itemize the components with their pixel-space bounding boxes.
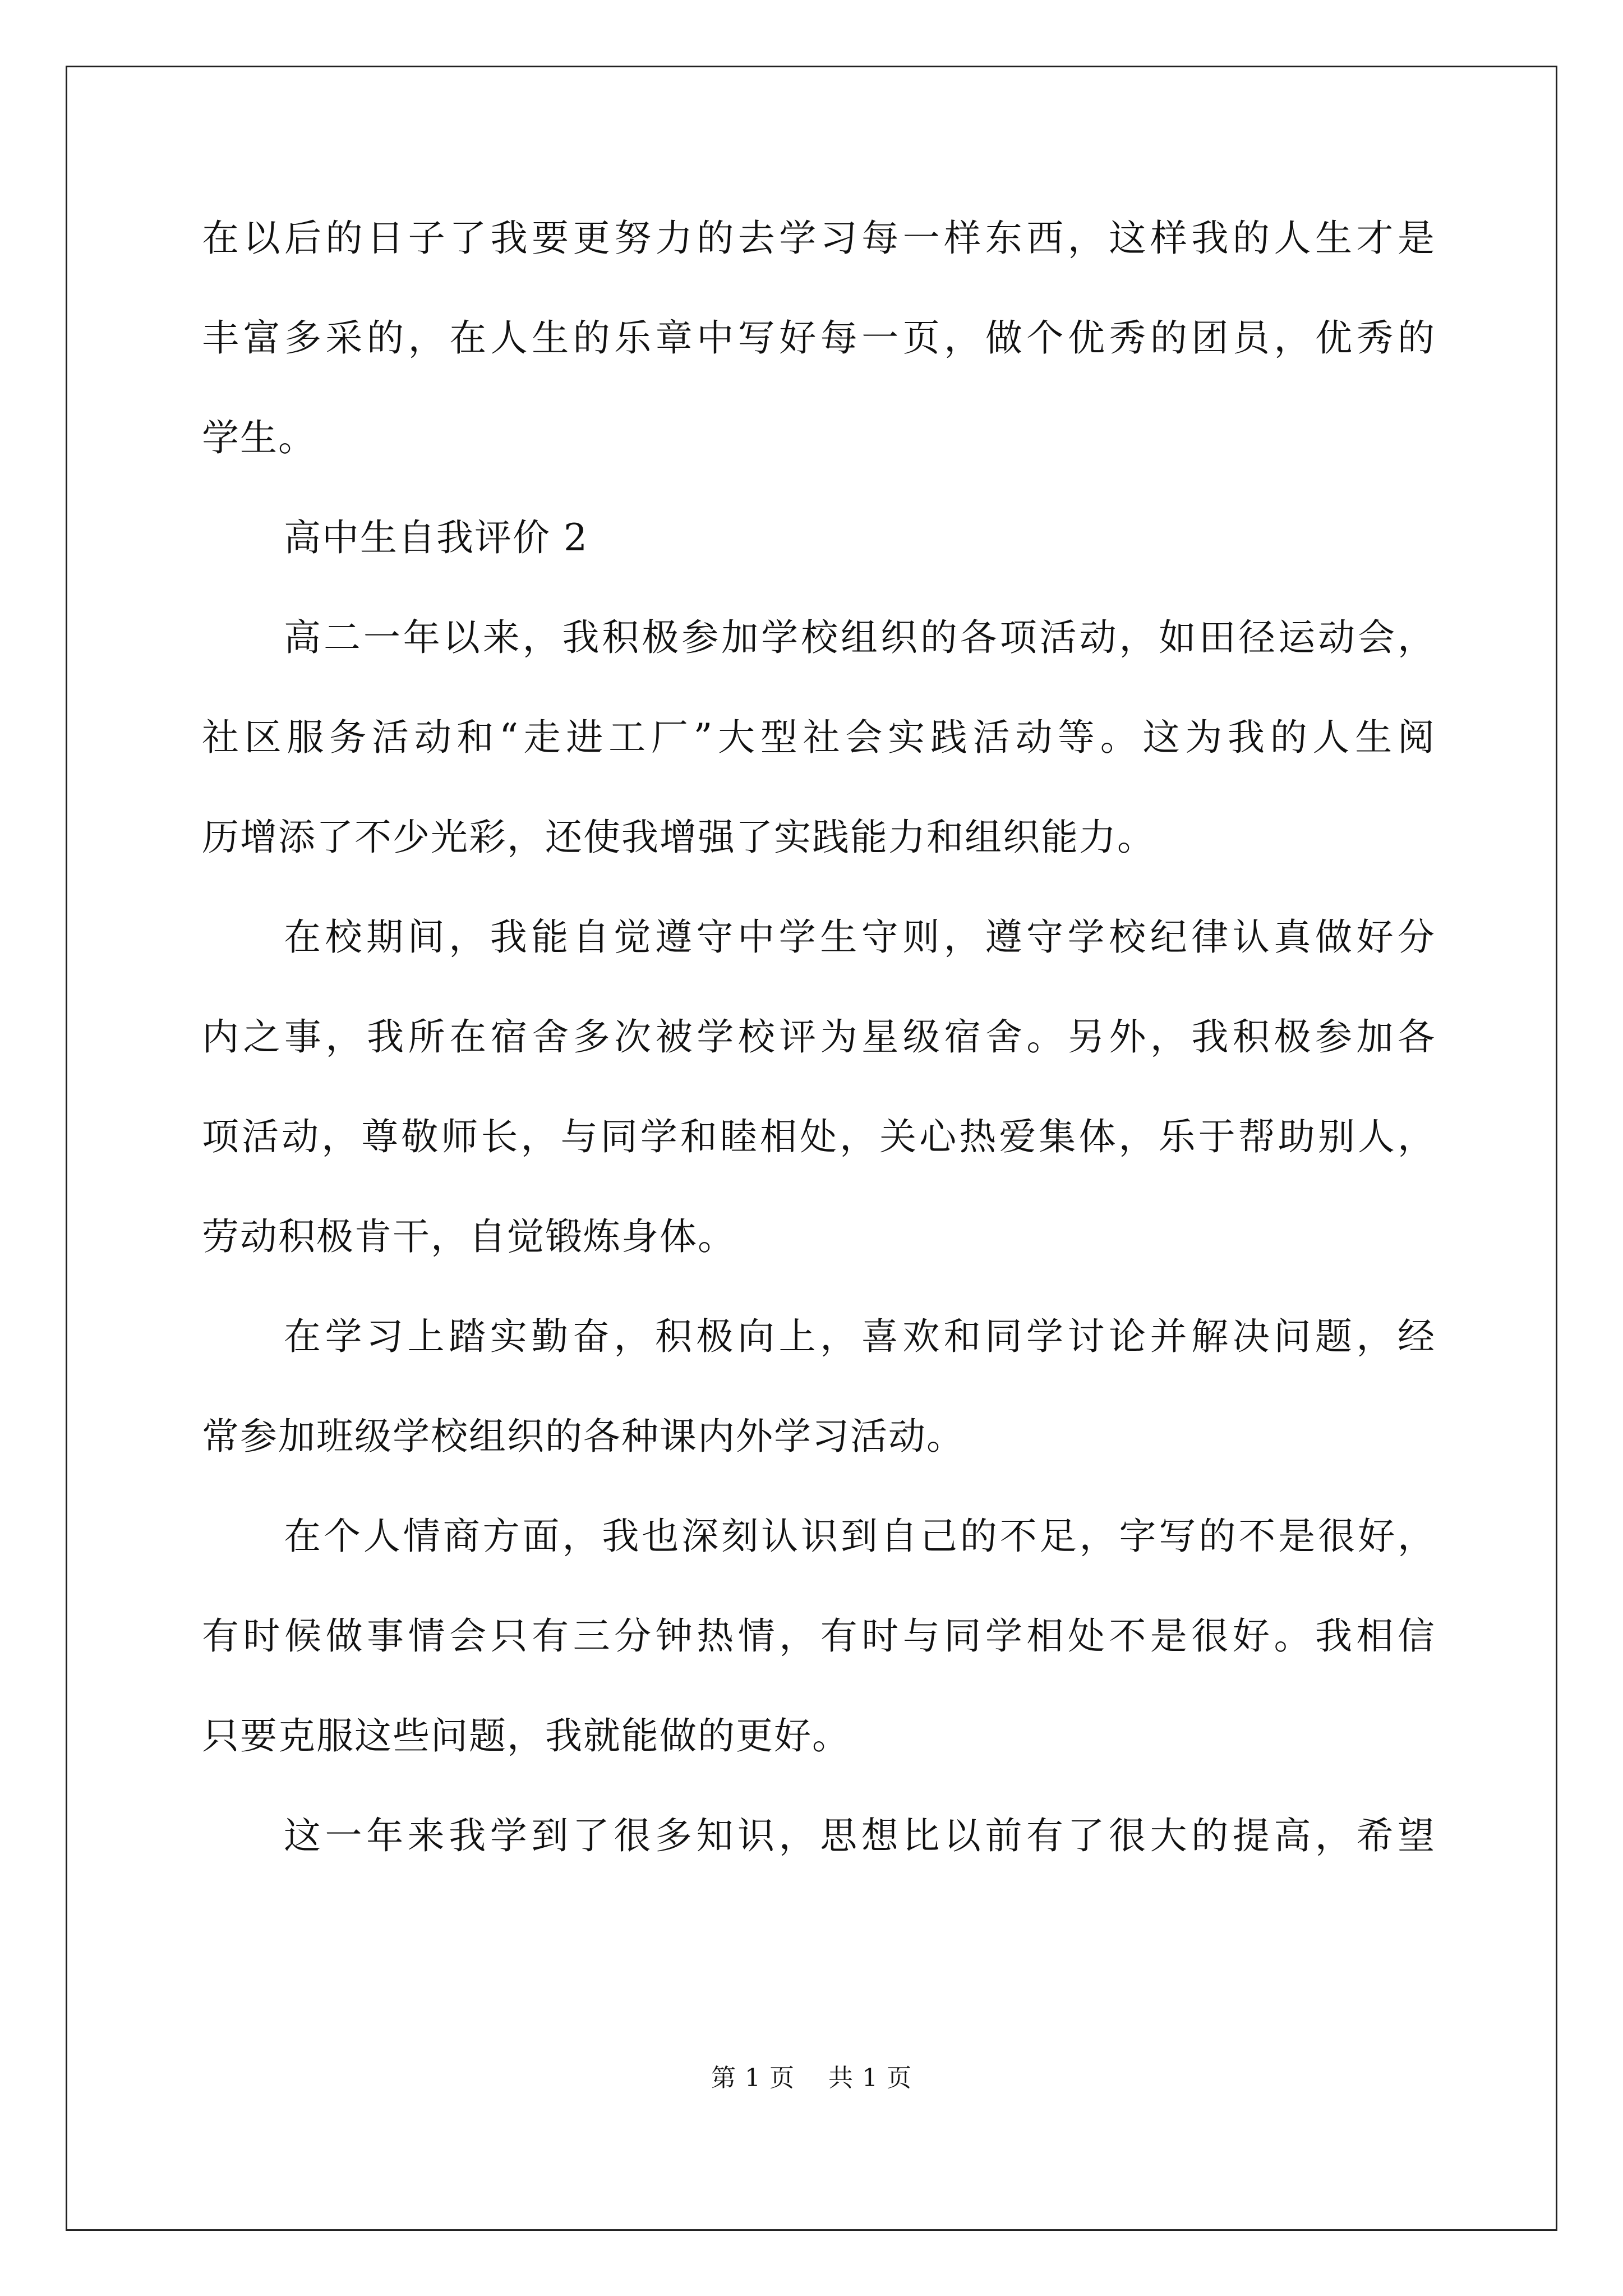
- body-line: 只要克服这些问题，我就能做的更好。: [202, 1714, 850, 1757]
- paragraph-first-line: 在学习上踏实勤奋，积极向上，喜欢和同学讨论并解决问题，经: [284, 1315, 1436, 1358]
- body-line: 学生。: [202, 416, 316, 459]
- body-line: 劳动积极肯干，自觉锻炼身体。: [202, 1215, 736, 1258]
- page-number-total: 共 1 页: [828, 2064, 912, 2092]
- body-line: 丰富多采的，在人生的乐章中写好每一页，做个优秀的团员，优秀的: [202, 316, 1436, 360]
- body-line: 常参加班级学校组织的各种课内外学习活动。: [202, 1415, 965, 1458]
- paragraph-first-line: 高二一年以来，我积极参加学校组织的各项活动，如田径运动会，: [284, 616, 1436, 659]
- body-line: 社区服务活动和“走进工厂”大型社会实践活动等。这为我的人生阅: [202, 716, 1436, 759]
- page-number-current: 第 1 页: [711, 2064, 795, 2092]
- paragraph-first-line: 这一年来我学到了很多知识，思想比以前有了很大的提高，希望: [284, 1814, 1436, 1857]
- body-line: 有时候做事情会只有三分钟热情，有时与同学相处不是很好。我相信: [202, 1614, 1436, 1658]
- paragraph-first-line: 在个人情商方面，我也深刻认识到自己的不足，字写的不是很好，: [284, 1515, 1436, 1558]
- body-line: 项活动，尊敬师长，与同学和睦相处，关心热爱集体，乐于帮助别人，: [202, 1115, 1436, 1158]
- paragraph-first-line: 在校期间，我能自觉遵守中学生守则，遵守学校纪律认真做好分: [284, 915, 1436, 959]
- body-line: 内之事，我所在宿舍多次被学校评为星级宿舍。另外，我积极参加各: [202, 1015, 1436, 1059]
- section-heading: 高中生自我评价 2: [284, 516, 588, 559]
- body-line: 历增添了不少光彩，还使我增强了实践能力和组织能力。: [202, 816, 1155, 859]
- page-footer: [0, 2062, 1623, 2095]
- body-line: 在以后的日子了我要更努力的去学习每一样东西，这样我的人生才是: [202, 217, 1436, 260]
